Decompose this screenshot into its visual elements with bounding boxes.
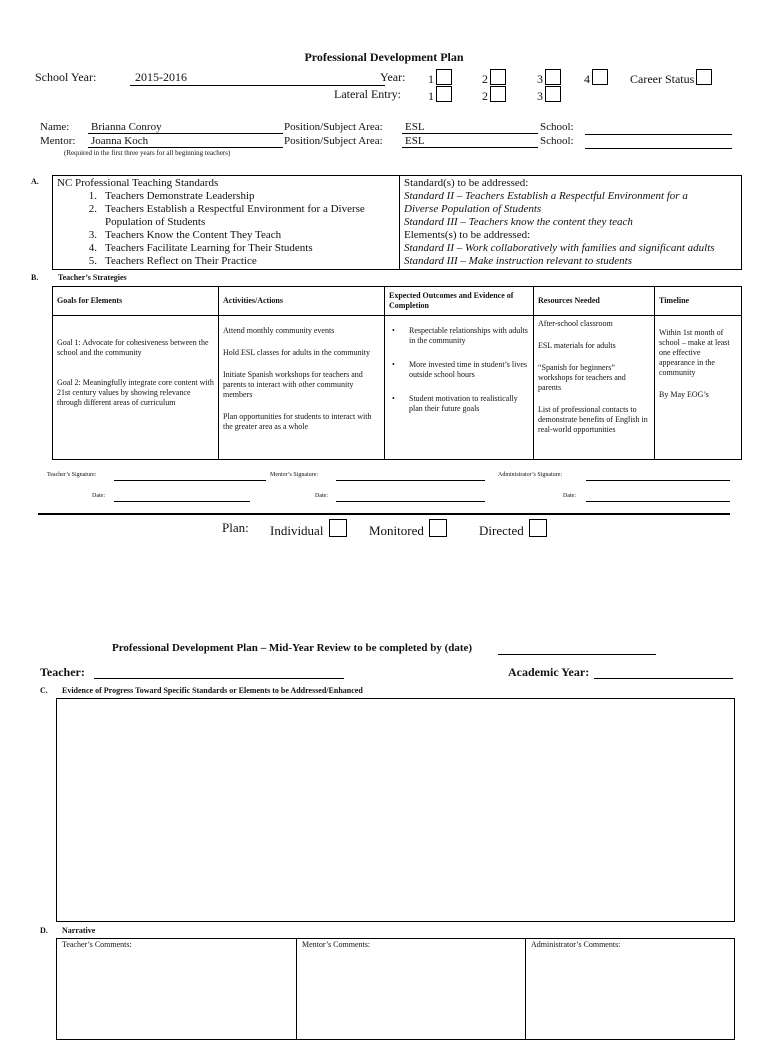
resource-item: List of professional contacts to demonstrate benefits of English in real-world opportunities xyxy=(538,405,648,434)
year-option-label: 1 xyxy=(428,72,434,86)
standard-item xyxy=(57,242,395,255)
lateral-3-checkbox[interactable] xyxy=(545,86,561,102)
addressed-line: Diverse Population of Students xyxy=(404,203,542,215)
lateral-option-2[interactable] xyxy=(482,86,506,104)
standard-item xyxy=(57,216,395,229)
activity-item: Hold ESL classes for adults in the community xyxy=(223,348,371,357)
name-value: Brianna Conroy xyxy=(91,121,162,133)
col-goals: Goals for Elements xyxy=(53,287,219,316)
standards-table xyxy=(52,175,742,270)
activities-cell[interactable] xyxy=(219,316,385,460)
year-option-label: 3 xyxy=(537,72,543,86)
standard-num: 2. xyxy=(88,203,97,215)
section-c-letter: C. xyxy=(40,686,48,695)
lateral-option-1[interactable] xyxy=(428,86,452,104)
timeline-item: Within 1st month of school – make at least one effective appearance in the community xyxy=(659,328,730,377)
resource-item: “Spanish for beginners” workshops for teachers and parents xyxy=(538,363,626,392)
school-field[interactable] xyxy=(585,121,732,135)
outcome-item: • More invested time in student’s lives outside school hours xyxy=(389,360,529,380)
lateral-option-label: 3 xyxy=(537,89,543,103)
col-outcomes: Expected Outcomes and Evidence of Completion xyxy=(385,287,534,316)
lateral-option-3[interactable] xyxy=(537,86,561,104)
activity-item: Plan opportunities for students to interact with the greater area as a whole xyxy=(223,412,372,431)
position-field[interactable] xyxy=(402,121,538,134)
year-3-checkbox[interactable] xyxy=(545,69,561,85)
teacher-date-field[interactable] xyxy=(114,491,250,502)
standard-item xyxy=(57,190,395,203)
career-status-label: Career Status xyxy=(630,72,695,86)
mentor-comments-label: Mentor’s Comments: xyxy=(302,940,371,949)
divider xyxy=(38,513,730,515)
mentor-signature-label: Mentor’s Signature: xyxy=(270,472,319,478)
year-1-checkbox[interactable] xyxy=(436,69,452,85)
administrator-comments-box[interactable] xyxy=(526,939,734,1039)
plan-directed[interactable] xyxy=(479,519,547,539)
mentor-signature-field[interactable] xyxy=(336,470,485,481)
goals-cell[interactable] xyxy=(53,316,219,460)
position-label: Position/Subject Area: xyxy=(284,121,383,133)
school-year-label: School Year: xyxy=(35,70,97,84)
administrator-signature-field[interactable] xyxy=(586,470,730,481)
administrator-signature-label: Administrator’s Signature: xyxy=(498,472,563,478)
section-d-letter: D. xyxy=(40,926,48,935)
page-title: Professional Development Plan xyxy=(304,50,464,64)
addressed-column[interactable] xyxy=(400,176,742,270)
teacher-label: Teacher: xyxy=(40,665,85,679)
school-year-field[interactable] xyxy=(130,70,385,86)
lateral-entry-label: Lateral Entry: xyxy=(334,87,401,101)
lateral-1-checkbox[interactable] xyxy=(436,86,452,102)
element-line: Standard II – Work collaboratively with families and significant adults xyxy=(404,242,715,254)
school-year-value: 2015-2016 xyxy=(135,70,187,84)
plan-individual[interactable] xyxy=(270,519,347,539)
teacher-comments-label: Teacher’s Comments: xyxy=(62,940,132,949)
academic-year-field[interactable] xyxy=(594,664,733,679)
mentor-value: Joanna Koch xyxy=(91,135,149,147)
standard-num: 1. xyxy=(88,190,97,202)
name-label: Name: xyxy=(40,121,70,133)
midyear-title: Professional Development Plan – Mid-Year Review to be completed by (date) xyxy=(112,642,473,654)
section-c-heading: Evidence of Progress Toward Specific Standards or Elements to be Addressed/Enhanced xyxy=(62,686,363,695)
standards-list xyxy=(53,176,400,270)
section-b-letter: B. xyxy=(31,273,39,282)
plan-option-label: Individual xyxy=(270,523,324,538)
outcomes-cell[interactable] xyxy=(385,316,534,460)
academic-year-label: Academic Year: xyxy=(508,665,590,679)
addressed-line: Standard III – Teachers know the content they teach xyxy=(404,216,633,228)
strategies-heading: Teacher’s Strategies xyxy=(58,273,127,282)
elements-heading: Elements(s) to be addressed: xyxy=(404,229,531,241)
goal-item: Goal 2: Meaningfully integrate core content with 21st century values by showing relevance through different areas of curriculum xyxy=(57,378,214,407)
standard-text: Teachers Establish a Respectful Environment for a Diverse xyxy=(105,203,365,215)
career-status-checkbox[interactable] xyxy=(696,69,712,85)
plan-option-label: Directed xyxy=(479,523,524,538)
mentor-date-field[interactable] xyxy=(336,491,485,502)
mentor-comments-box[interactable] xyxy=(297,939,526,1039)
year-option-4[interactable] xyxy=(584,69,608,87)
strategies-table xyxy=(52,286,742,460)
resource-item: ESL materials for adults xyxy=(538,341,616,350)
addressed-line: Standard II – Teachers Establish a Respectful Environment for a xyxy=(404,190,688,202)
lateral-option-label: 2 xyxy=(482,89,488,103)
year-option-label: 2 xyxy=(482,72,488,86)
mentor-field[interactable] xyxy=(88,135,283,148)
year-2-checkbox[interactable] xyxy=(490,69,506,85)
position-label-2: Position/Subject Area: xyxy=(284,135,383,147)
activity-item: Initiate Spanish workshops for teachers and parents to interact with other community members xyxy=(223,370,363,399)
element-line: Standard III – Make instruction relevant to students xyxy=(404,255,633,267)
school-label: School: xyxy=(540,121,574,133)
administrator-date-label: Date: xyxy=(563,493,576,499)
year-option-3[interactable] xyxy=(537,69,561,87)
section-d-heading: Narrative xyxy=(62,926,96,935)
standard-text: Population of Students xyxy=(105,216,206,228)
narrative-table xyxy=(56,938,735,1040)
evidence-textarea[interactable] xyxy=(56,698,735,922)
position-value: ESL xyxy=(405,121,425,133)
timeline-cell[interactable] xyxy=(655,316,742,460)
teacher-comments-box[interactable] xyxy=(57,939,297,1039)
outcome-item: • Student motivation to realistically plan their future goals xyxy=(389,394,529,414)
goal-item: Goal 1: Advocate for cohesiveness between the school and the community xyxy=(57,338,209,357)
resources-cell[interactable] xyxy=(534,316,655,460)
standard-text: Teachers Reflect on Their Practice xyxy=(105,255,257,267)
school-field-2[interactable] xyxy=(585,135,732,149)
outcome-item: • Respectable relationships with adults in the community xyxy=(389,326,529,346)
year-option-1[interactable] xyxy=(428,69,452,87)
position-field-2[interactable] xyxy=(402,135,538,148)
teacher-signature-label: Teacher’s Signature: xyxy=(47,472,97,478)
name-field[interactable] xyxy=(88,121,283,134)
standard-num: 5. xyxy=(88,255,97,267)
plan-monitored[interactable] xyxy=(369,519,447,539)
position-value-2: ESL xyxy=(405,135,425,147)
col-resources: Resources Needed xyxy=(534,287,655,316)
standard-text: Teachers Know the Content They Teach xyxy=(105,229,282,241)
col-activities: Activities/Actions xyxy=(219,287,385,316)
year-option-label: 4 xyxy=(584,72,590,86)
monitored-checkbox[interactable] xyxy=(429,519,447,537)
teacher-date-label: Date: xyxy=(92,493,105,499)
plan-label: Plan: xyxy=(222,520,249,535)
lateral-2-checkbox[interactable] xyxy=(490,86,506,102)
col-timeline: Timeline xyxy=(655,287,742,316)
directed-checkbox[interactable] xyxy=(529,519,547,537)
individual-checkbox[interactable] xyxy=(329,519,347,537)
standard-item xyxy=(57,203,395,216)
year-option-2[interactable] xyxy=(482,69,506,87)
teacher-field[interactable] xyxy=(94,664,344,679)
school-label-2: School: xyxy=(540,135,574,147)
required-note: (Required in the first three years for all beginning teachers) xyxy=(64,149,231,157)
year-label: Year: xyxy=(380,70,406,84)
mentor-label: Mentor: xyxy=(40,135,76,147)
standard-item xyxy=(57,255,395,268)
lateral-option-label: 1 xyxy=(428,89,434,103)
year-4-checkbox[interactable] xyxy=(592,69,608,85)
mentor-date-label: Date: xyxy=(315,493,328,499)
standards-heading: NC Professional Teaching Standards xyxy=(57,177,219,189)
activity-item: Attend monthly community events xyxy=(223,326,335,335)
standard-num: 4. xyxy=(88,242,97,254)
addressed-heading: Standard(s) to be addressed: xyxy=(404,177,529,189)
resource-item: After-school classroom xyxy=(538,319,613,328)
career-status[interactable] xyxy=(630,69,712,87)
plan-option-label: Monitored xyxy=(369,523,424,538)
standard-num: 3. xyxy=(88,229,97,241)
midyear-date-field[interactable] xyxy=(498,641,656,655)
standard-item xyxy=(57,229,395,242)
section-a-letter: A. xyxy=(31,177,39,186)
administrator-comments-label: Administrator’s Comments: xyxy=(531,940,621,949)
timeline-item: By May EOG’s xyxy=(659,390,709,399)
teacher-signature-field[interactable] xyxy=(114,470,266,481)
administrator-date-field[interactable] xyxy=(586,491,730,502)
standard-text: Teachers Demonstrate Leadership xyxy=(105,190,255,202)
standard-text: Teachers Facilitate Learning for Their Students xyxy=(105,242,313,254)
